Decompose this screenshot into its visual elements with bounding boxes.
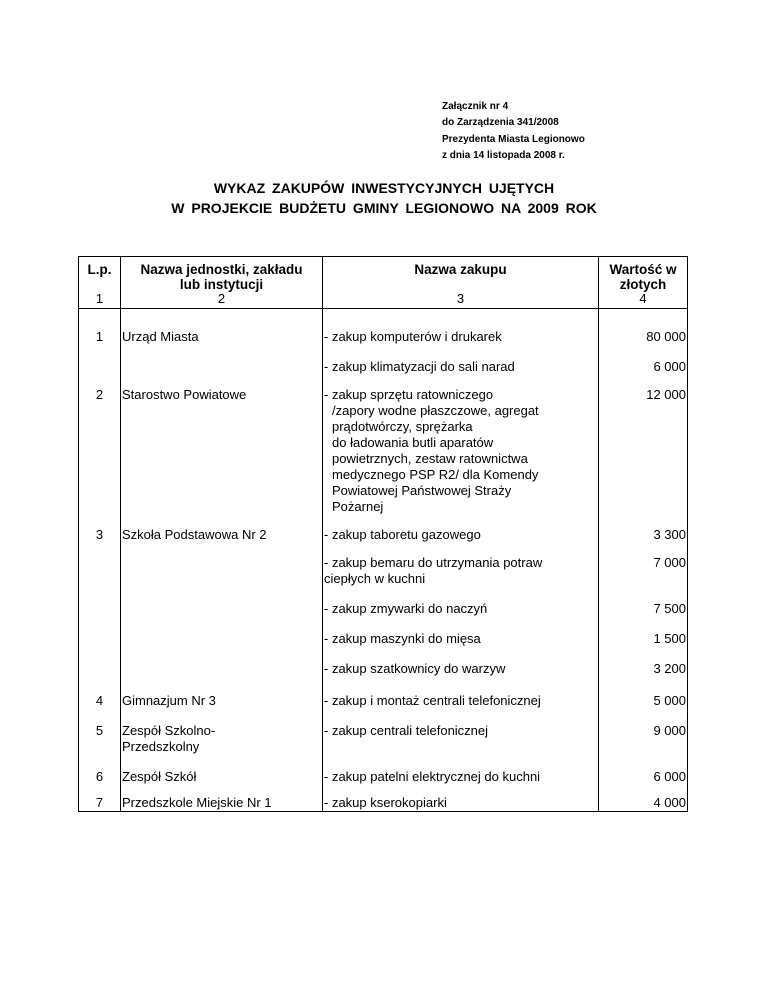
column-number: 4 xyxy=(599,292,688,309)
cell-purchase xyxy=(323,515,599,543)
header-value-line1: Wartość w xyxy=(609,262,677,277)
annex-line: Prezydenta Miasta Legionowo xyxy=(442,133,585,145)
purchase-description-line: powietrznych, zestaw ratownictwa xyxy=(332,451,528,466)
unit-name: Gimnazjum Nr 3 xyxy=(122,693,216,708)
cell-purchase xyxy=(323,785,599,812)
column-number-row xyxy=(79,292,688,309)
header-value xyxy=(599,257,688,293)
cell-unit xyxy=(121,345,323,375)
cell-purchase xyxy=(323,755,599,785)
cell-value xyxy=(599,785,688,812)
purchase-description-line: prądotwórczy, sprężarka xyxy=(332,419,473,434)
cell-purchase xyxy=(323,375,599,515)
lp-value: 7 xyxy=(95,795,104,810)
cell-value xyxy=(599,345,688,375)
value-amount: 3 300 xyxy=(653,527,686,542)
cell-lp xyxy=(79,755,121,785)
table-row xyxy=(79,309,688,346)
value-amount: 7 500 xyxy=(653,601,686,616)
value-amount: 7 000 xyxy=(653,555,686,570)
header-lp: L.p. xyxy=(79,257,121,293)
header-unit-line2: lub instytucji xyxy=(179,277,264,292)
header-unit-line1: Nazwa jednostki, zakładu xyxy=(140,262,303,277)
purchase-name: - zakup klimatyzacji do sali narad xyxy=(324,359,515,374)
cell-unit xyxy=(121,755,323,785)
value-amount: 5 000 xyxy=(653,693,686,708)
cell-purchase xyxy=(323,677,599,709)
cell-purchase xyxy=(323,309,599,346)
unit-name-line2: Przedszkolny xyxy=(122,739,200,754)
lp-value: 6 xyxy=(95,769,104,784)
purchase-description-line: /zapory wodne płaszczowe, agregat xyxy=(332,403,539,418)
cell-value xyxy=(599,587,688,617)
cell-purchase xyxy=(323,543,599,587)
cell-value xyxy=(599,755,688,785)
cell-lp xyxy=(79,785,121,812)
purchase-name: - zakup sprzętu ratowniczego xyxy=(324,387,494,402)
column-number: 3 xyxy=(323,292,599,309)
cell-lp xyxy=(79,709,121,755)
cell-value xyxy=(599,375,688,515)
cell-unit xyxy=(121,617,323,647)
table-row xyxy=(79,677,688,709)
cell-purchase xyxy=(323,647,599,677)
cell-lp xyxy=(79,617,121,647)
unit-name: Urząd Miasta xyxy=(122,329,199,344)
purchase-description-line: do ładowania butli aparatów xyxy=(332,435,494,450)
purchase-name: - zakup maszynki do mięsa xyxy=(324,631,481,646)
purchase-description-line: Pożarnej xyxy=(332,499,384,514)
purchase-name: - zakup patelni elektrycznej do kuchni xyxy=(324,769,541,784)
unit-name: Starostwo Powiatowe xyxy=(122,387,247,402)
table-row xyxy=(79,345,688,375)
cell-lp xyxy=(79,543,121,587)
annex-line: Załącznik nr 4 xyxy=(442,101,509,112)
table-row xyxy=(79,617,688,647)
cell-unit xyxy=(121,375,323,515)
cell-lp xyxy=(79,587,121,617)
cell-lp xyxy=(79,375,121,515)
annex-line: z dnia 14 listopada 2008 r. xyxy=(442,149,565,161)
title-line-1: WYKAZ ZAKUPÓW INWESTYCYJNYCH UJĘTYCH xyxy=(213,180,555,196)
purchase-description-line: medycznego PSP R2/ dla Komendy xyxy=(332,467,539,482)
cell-purchase xyxy=(323,345,599,375)
value-amount: 12 000 xyxy=(646,387,686,402)
cell-purchase xyxy=(323,587,599,617)
purchase-name: - zakup i montaż centrali telefonicznej xyxy=(324,693,541,708)
table-row xyxy=(79,709,688,755)
purchase-name: - zakup bemaru do utrzymania potraw xyxy=(324,555,543,570)
table-row xyxy=(79,755,688,785)
value-amount: 9 000 xyxy=(653,723,686,738)
unit-name: Zespół Szkolno- xyxy=(122,723,216,738)
table-row xyxy=(79,515,688,543)
lp-value: 3 xyxy=(95,527,104,542)
cell-unit xyxy=(121,709,323,755)
table-row xyxy=(79,587,688,617)
cell-value xyxy=(599,617,688,647)
cell-purchase xyxy=(323,617,599,647)
cell-unit xyxy=(121,677,323,709)
value-amount: 6 000 xyxy=(653,359,686,374)
purchases-table xyxy=(78,256,688,812)
value-amount: 6 000 xyxy=(653,769,686,784)
value-amount: 80 000 xyxy=(646,329,686,344)
lp-value: 2 xyxy=(95,387,104,402)
cell-lp xyxy=(79,309,121,346)
unit-name: Przedszkole Miejskie Nr 1 xyxy=(122,795,272,810)
cell-lp xyxy=(79,515,121,543)
table-row xyxy=(79,543,688,587)
document-title xyxy=(0,178,768,218)
purchase-name: - zakup centrali telefonicznej xyxy=(324,723,489,738)
cell-purchase xyxy=(323,709,599,755)
purchase-name-line2: ciepłych w kuchni xyxy=(324,571,426,586)
unit-name: Zespół Szkół xyxy=(122,769,197,784)
header-purchase: Nazwa zakupu xyxy=(323,257,599,293)
value-amount: 1 500 xyxy=(653,631,686,646)
annex-line: do Zarządzenia 341/2008 xyxy=(442,117,559,129)
cell-value xyxy=(599,309,688,346)
cell-value xyxy=(599,515,688,543)
cell-lp xyxy=(79,647,121,677)
cell-unit xyxy=(121,785,323,812)
table-row xyxy=(79,375,688,515)
cell-unit xyxy=(121,587,323,617)
table-row xyxy=(79,785,688,812)
purchase-description-line: Powiatowej Państwowej Straży xyxy=(332,483,512,498)
column-number: 2 xyxy=(121,292,323,309)
purchase-name: - zakup taboretu gazowego xyxy=(324,527,481,542)
purchase-name: - zakup szatkownicy do warzyw xyxy=(324,661,506,676)
cell-unit xyxy=(121,309,323,346)
cell-unit xyxy=(121,515,323,543)
column-number: 1 xyxy=(79,292,121,309)
cell-value xyxy=(599,647,688,677)
unit-name: Szkoła Podstawowa Nr 2 xyxy=(122,527,267,542)
lp-value: 1 xyxy=(95,329,104,344)
table-row xyxy=(79,647,688,677)
cell-value xyxy=(599,709,688,755)
value-amount: 3 200 xyxy=(653,661,686,676)
lp-value: 5 xyxy=(95,723,104,738)
purchase-name: - zakup zmywarki do naczyń xyxy=(324,601,488,616)
annex-header xyxy=(442,99,585,164)
title-line-2: W PROJEKCIE BUDŻETU GMINY LEGIONOWO NA 2009 ROK xyxy=(171,200,597,216)
value-amount: 4 000 xyxy=(653,795,686,810)
cell-unit xyxy=(121,647,323,677)
cell-lp xyxy=(79,345,121,375)
purchase-name: - zakup komputerów i drukarek xyxy=(324,329,502,344)
cell-value xyxy=(599,677,688,709)
cell-value xyxy=(599,543,688,587)
header-value-line2: złotych xyxy=(619,277,667,292)
header-unit xyxy=(121,257,323,293)
header-row xyxy=(79,257,688,293)
lp-value: 4 xyxy=(95,693,104,708)
cell-unit xyxy=(121,543,323,587)
cell-lp xyxy=(79,677,121,709)
purchase-name: - zakup kserokopiarki xyxy=(324,795,447,810)
